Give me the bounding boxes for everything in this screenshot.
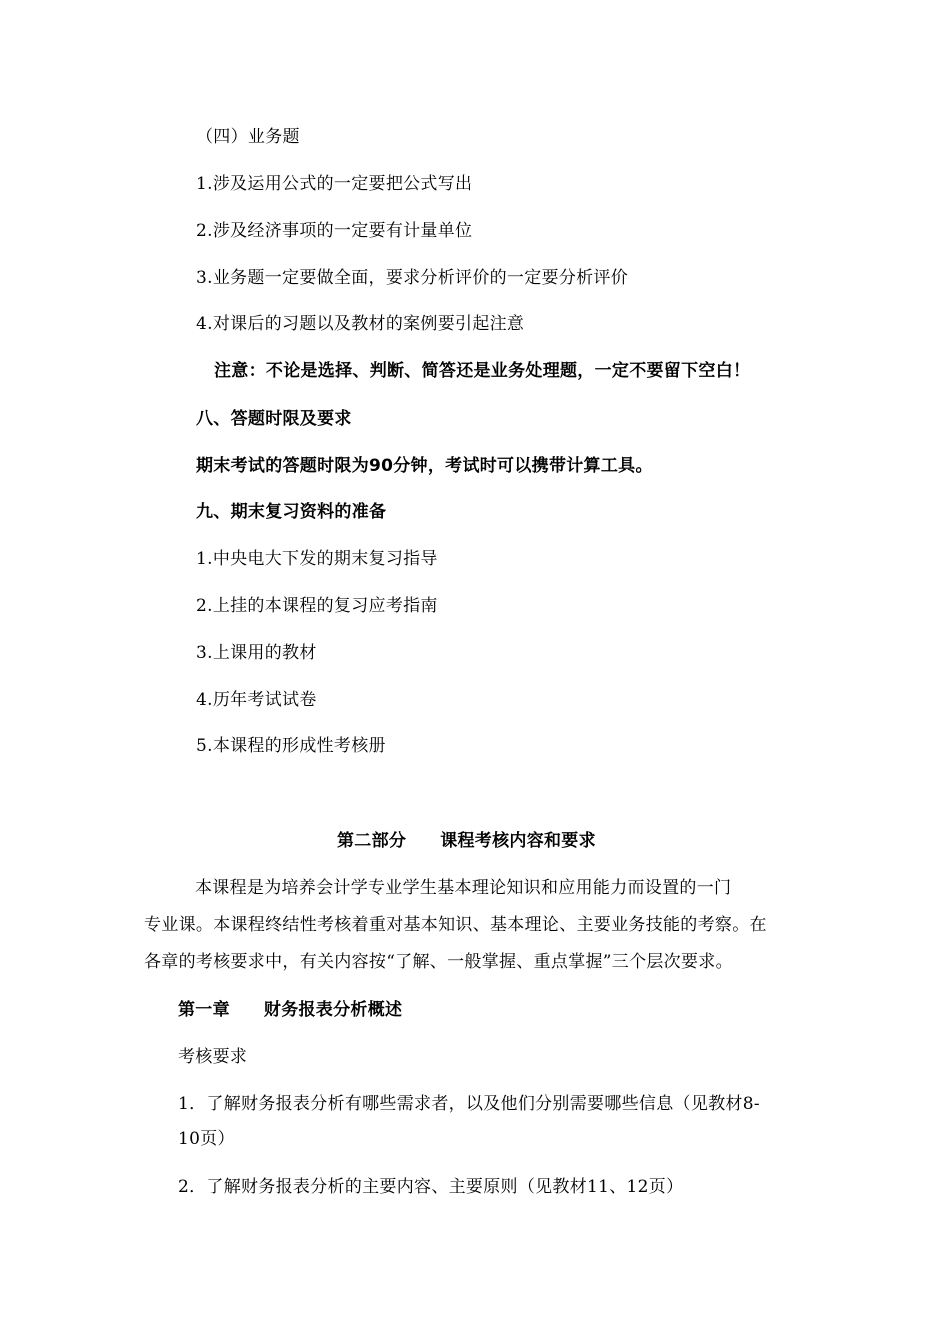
blank-answer-warning: 注意：不论是选择、判断、简答还是业务处理题，一定不要留下空白！ [214, 361, 751, 381]
section-eight-heading: 八、答题时限及要求 [196, 409, 352, 429]
section-nine-item-3: 3.上课用的教材 [196, 643, 317, 663]
requirement-1-line-2: 10页） [178, 1129, 235, 1149]
part-two-intro-line-3: 各章的考核要求中，有关内容按“了解、一般掌握、重点掌握”三个层次要求。 [144, 952, 733, 972]
chapter-one-label: 第一章 [178, 1000, 230, 1020]
requirement-1-line-1: 1．了解财务报表分析有哪些需求者，以及他们分别需要哪些信息（见教材8- [178, 1094, 760, 1114]
section-four-item-2: 2.涉及经济事项的一定要有计量单位 [196, 221, 473, 241]
section-nine-item-1: 1.中央电大下发的期末复习指导 [196, 549, 438, 569]
part-two-label: 第二部分 [337, 831, 407, 851]
requirements-heading: 考核要求 [178, 1047, 248, 1067]
section-four-item-3: 3.业务题一定要做全面，要求分析评价的一定要分析评价 [196, 268, 629, 288]
section-four-item-1: 1.涉及运用公式的一定要把公式写出 [196, 174, 473, 194]
section-four-heading: （四）业务题 [196, 127, 300, 147]
section-nine-item-2: 2.上挂的本课程的复习应考指南 [196, 596, 438, 616]
section-nine-item-5: 5.本课程的形成性考核册 [196, 736, 386, 756]
part-two-intro-line-2: 专业课。本课程终结性考核着重对基本知识、基本理论、主要业务技能的考察。在 [144, 915, 767, 935]
part-two-heading [337, 829, 596, 853]
exam-time-limit-text: 期末考试的答题时限为90分钟，考试时可以携带计算工具。 [196, 456, 653, 476]
section-nine-heading: 九、期末复习资料的准备 [196, 502, 387, 522]
section-four-item-4: 4.对课后的习题以及教材的案例要引起注意 [196, 314, 525, 334]
chapter-one-heading [178, 998, 402, 1022]
section-nine-item-4: 4.历年考试试卷 [196, 690, 317, 710]
chapter-one-title: 财务报表分析概述 [263, 1000, 403, 1020]
requirement-2: 2．了解财务报表分析的主要内容、主要原则（见教材11、12页） [178, 1177, 684, 1197]
part-two-title: 课程考核内容和要求 [440, 831, 596, 851]
part-two-intro-line-1: 本课程是为培养会计学专业学生基本理论知识和应用能力而设置的一门 [195, 878, 732, 898]
